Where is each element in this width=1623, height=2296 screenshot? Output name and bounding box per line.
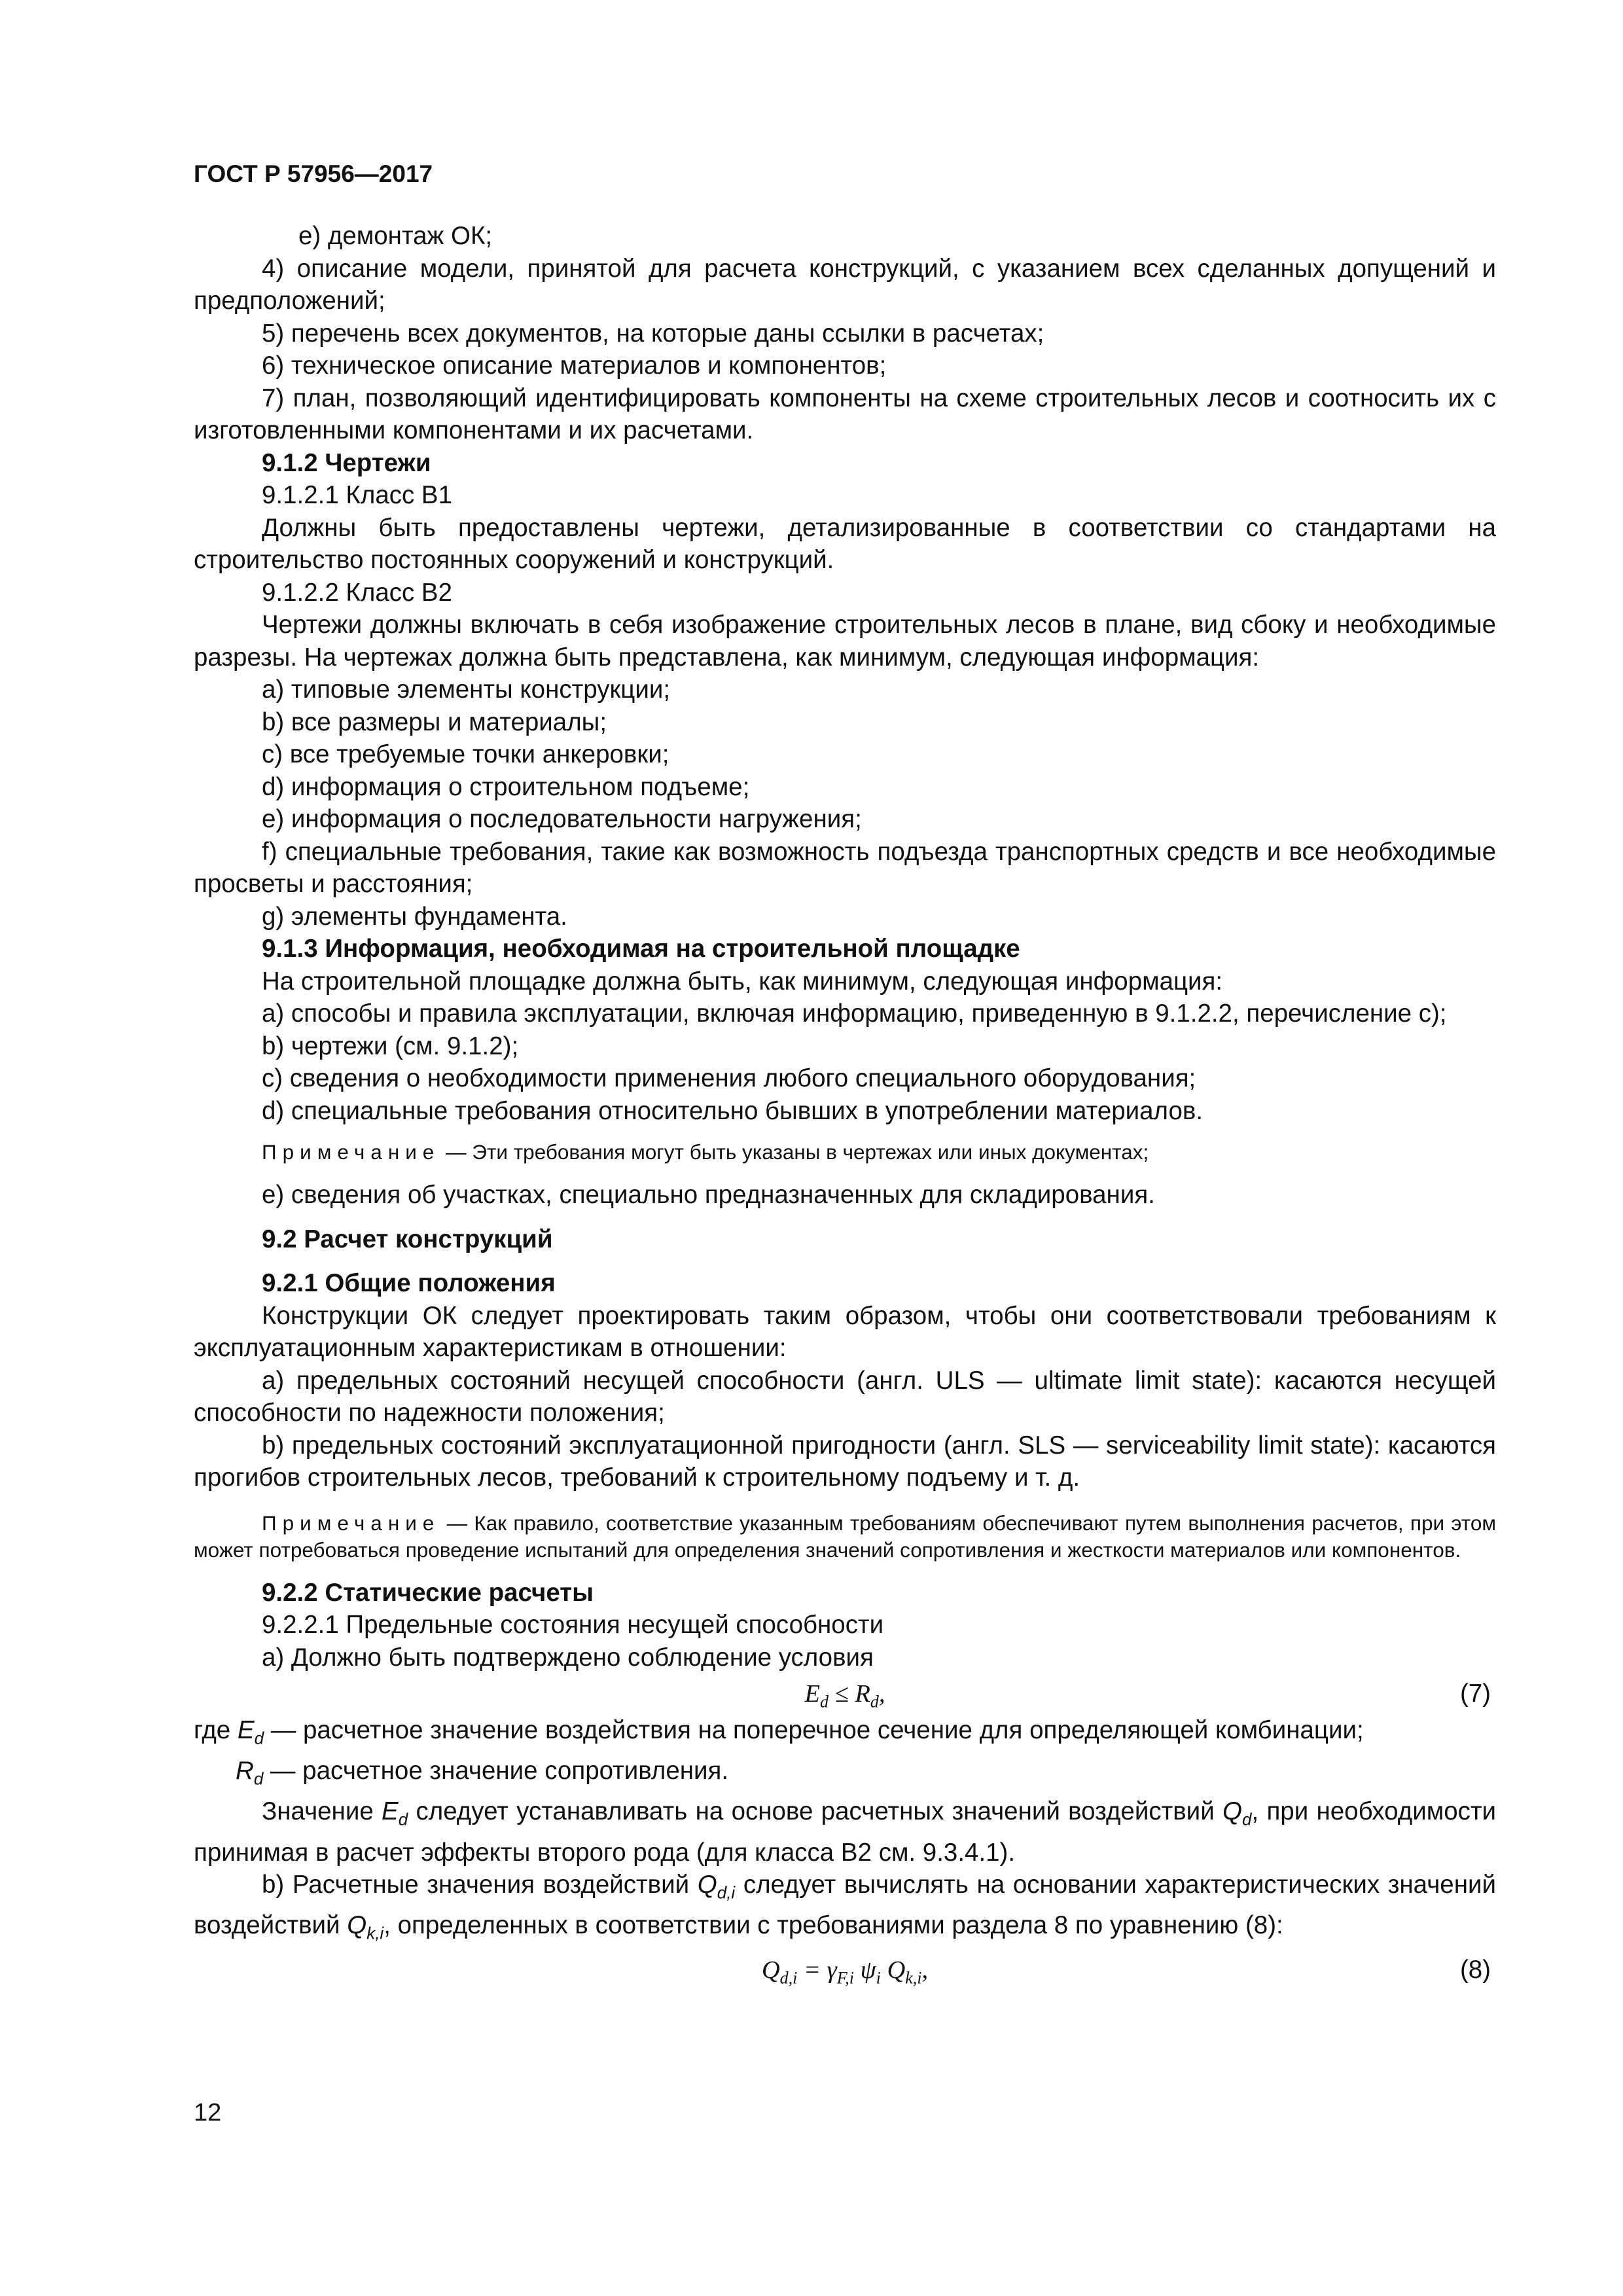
list-item: b) все размеры и материалы; <box>262 708 607 736</box>
list-item: e) информация о последовательности нагружения; <box>262 805 862 833</box>
note-text: — Как правило, соответствие указанным требованиям обеспечивают путем выполнения расчетов, при этом может потребоваться проведение испытаний для определения значений сопротивления и жесткости материалов или компонентов. <box>194 1511 1496 1562</box>
section-heading: 9.1.2 Чертежи <box>262 448 431 477</box>
list-item: b) предельных состояний эксплуатационной пригодности (англ. SLS — serviceability limit state): касаются прогибов строительных лесов, требований к строительному подъему и т. д. <box>194 1431 1496 1492</box>
where-item: $R_d$ — расчетное значение сопротивления. <box>236 1757 729 1789</box>
equation-number: (7) <box>1459 1679 1491 1708</box>
equation-8 <box>194 1950 1496 1990</box>
paragraph: а) Должно быть подтверждено соблюдение условия <box>262 1643 874 1672</box>
paragraph: Значение $E_d$ следует устанавливать на основе расчетных значений воздействий $Q_d$, при необходимости принимая в расчет эффекты второго рода (для класса В2 см. 9.3.4.1). <box>194 1797 1496 1867</box>
section-heading: 9.2 Расчет конструкций <box>262 1225 553 1253</box>
note-text: — Эти требования могут быть указаны в чертежах или иных документах; <box>440 1140 1149 1164</box>
list-item: 5) перечень всех документов, на которые даны ссылки в расчетах; <box>262 319 1044 348</box>
equation-7 <box>194 1674 1496 1714</box>
note-label: Примечание <box>262 1140 440 1164</box>
note <box>194 1139 1496 1166</box>
section-heading: 9.1.3 Информация, необходимая на строительной площадке <box>262 935 1020 963</box>
list-item: е) демонтаж ОК; <box>298 222 493 250</box>
paragraph: Конструкции ОК следует проектировать таким образом, чтобы они соответствовали требованиям к эксплуатационным характеристикам в отношении: <box>194 1301 1496 1362</box>
page-number: 12 <box>194 2099 222 2126</box>
list-item: 6) техническое описание материалов и компонентов; <box>262 351 887 380</box>
list-item: c) все требуемые точки анкеровки; <box>262 740 669 768</box>
list-item: d) специальные требования относительно бывших в употреблении материалов. <box>262 1096 1204 1125</box>
list-item: f) специальные требования, такие как возможность подъезда транспортных средств и все необходимые просветы и расстояния; <box>194 837 1496 898</box>
subsection-heading: 9.1.2.2 Класс В2 <box>262 578 453 607</box>
list-item: 7) план, позволяющий идентифицировать компоненты на схеме строительных лесов и соотносить их с изготовленными компонентами и их расчетами. <box>194 384 1496 444</box>
section-heading: 9.2.1 Общие положения <box>262 1269 556 1297</box>
section-heading: 9.2.2 Статические расчеты <box>262 1578 594 1607</box>
equation-formula: $Q_{d,i} = \gamma_{F,i}$ $\psi_i$ $Q_{k,i}$, <box>761 1956 929 1988</box>
equation-formula: $E_d \le R_d$, <box>804 1680 885 1712</box>
subsection-heading: 9.2.2.1 Предельные состояния несущей способности <box>262 1611 884 1639</box>
list-item: 4) описание модели, принятой для расчета конструкций, с указанием всех сделанных допущений и предположений; <box>194 254 1496 315</box>
note-label: Примечание <box>262 1511 440 1535</box>
paragraph: Чертежи должны включать в себя изображение строительных лесов в плане, вид сбоку и необходимые разрезы. На чертежах должна быть представлена, как минимум, следующая информация: <box>194 611 1496 672</box>
list-item: a) предельных состояний несущей способности (англ. ULS — ultimate limit state): касаются несущей способности по надежности положения; <box>194 1366 1496 1427</box>
note <box>194 1510 1496 1564</box>
list-item: b) чертежи (см. 9.1.2); <box>262 1031 519 1060</box>
list-item: g) элементы фундамента. <box>262 902 567 931</box>
list-item: a) типовые элементы конструкции; <box>262 675 671 704</box>
paragraph: b) Расчетные значения воздействий $Q_{d,i}$ следует вычислять на основании характеристических значений воздействий $Q_{k,i}$, определенных в соответствии с требованиями раздела 8 по уравнению (8): <box>194 1871 1496 1943</box>
paragraph: Должны быть предоставлены чертежи, детализированные в соответствии со стандартами на строительство постоянных сооружений и конструкций. <box>194 513 1496 574</box>
list-item: a) способы и правила эксплуатации, включая информацию, приведенную в 9.1.2.2, перечисление с); <box>262 999 1447 1028</box>
subsection-heading: 9.1.2.1 Класс В1 <box>262 481 453 509</box>
document-page <box>194 157 1496 1990</box>
equation-number: (8) <box>1459 1956 1491 1984</box>
document-header: ГОСТ Р 57956—2017 <box>194 160 433 187</box>
list-item: c) сведения о необходимости применения любого специального оборудования; <box>262 1064 1196 1092</box>
list-item: e) сведения об участках, специально предназначенных для складирования. <box>262 1181 1155 1209</box>
where-item: где $E_d$ — расчетное значение воздействия на поперечное сечение для определяющей комбинации; <box>194 1716 1364 1748</box>
list-item: d) информация о строительном подъеме; <box>262 772 750 801</box>
paragraph: На строительной площадке должна быть, как минимум, следующая информация: <box>262 967 1223 996</box>
